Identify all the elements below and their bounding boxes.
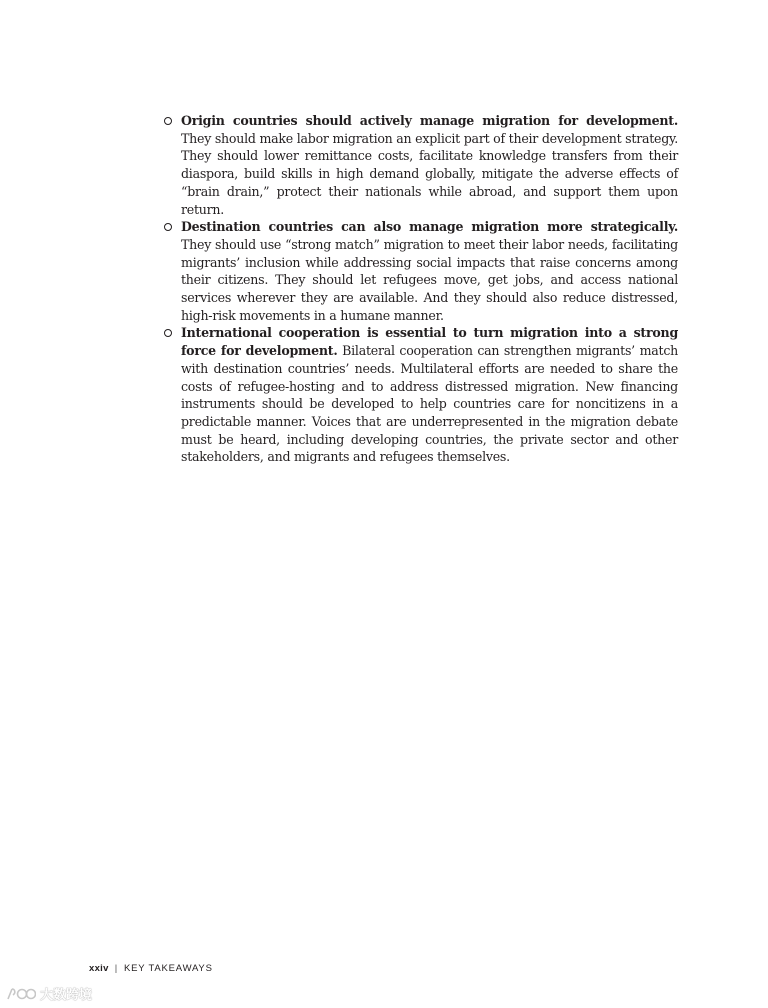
bullet-lead: International cooperation is essential to turn migration into a strong force for development. [181, 325, 678, 359]
hollow-circle-bullet-icon [164, 117, 172, 125]
section-title: KEY TAKEAWAYS [123, 963, 213, 974]
watermark-text: 大数跨境 [40, 988, 93, 1003]
bullet-body: Bilateral cooperation can strengthen migrants’ match with destination countries’ needs. Multilateral efforts are needed to share the costs of refugee-hosting and to address distressed migration. New financing instruments should be developed to help countries care for noncitizens in a predictable manner. Voices that are underrepresented in the migration debate must be heard, including developing countries, the private sector and other stakeholders, and migrants and refugees themselves. [181, 343, 678, 465]
bullet-lead: Origin countries should actively manage migration for development. [181, 113, 678, 128]
bullet-body: They should make labor migration an explicit part of their development strategy. They should lower remittance costs, facilitate knowledge transfers from their diaspora, build skills in high demand globally, mitigate the adverse effects of “brain drain,” protect their nationals while abroad, and support them upon return. [181, 130, 678, 217]
hollow-circle-bullet-icon [164, 329, 172, 337]
hollow-circle-bullet-icon [164, 223, 172, 231]
footer-separator: | [114, 963, 118, 974]
watermark [6, 984, 92, 1003]
list-item [164, 218, 678, 324]
bullet-lead: Destination countries can also manage migration more strategically. [181, 219, 678, 235]
page-number: xxiv [89, 963, 109, 974]
bullet-body: They should use “strong match” migration to meet their labor needs, facilitating migrants’ inclusion while addressing social impacts that raise concerns among their citizens. They should let refugees move, get jobs, and access national services wherever they are available. And they should also reduce distressed, high-risk movements in a humane manner. [181, 236, 678, 323]
brand-logo-icon [6, 987, 36, 1001]
list-item [164, 324, 678, 466]
list-item [164, 112, 678, 218]
main-content [164, 112, 678, 466]
key-takeaways-list [164, 112, 678, 466]
page-footer [89, 963, 213, 974]
